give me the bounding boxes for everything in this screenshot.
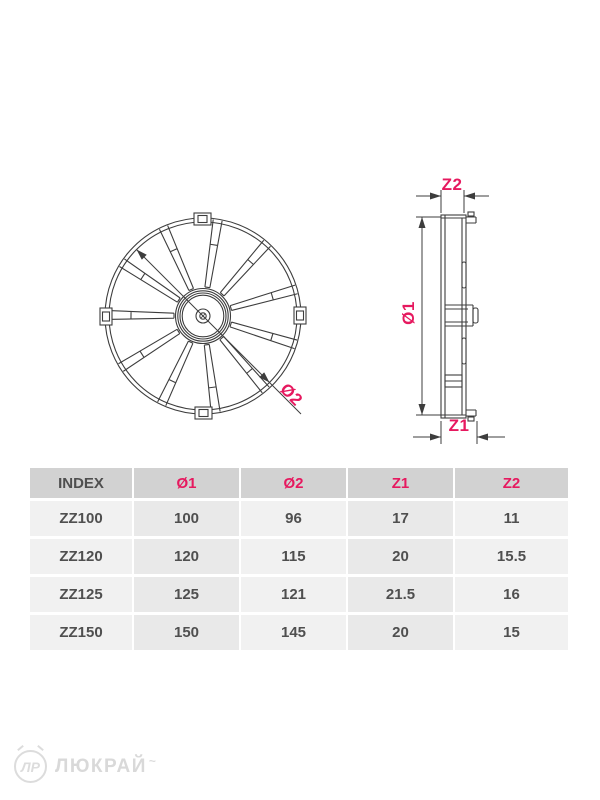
row-value-d1: 150 xyxy=(134,615,239,650)
row-value-z1: 17 xyxy=(348,501,453,536)
row-value-d2: 96 xyxy=(241,501,346,536)
col-header-z2: Z2 xyxy=(455,468,568,498)
row-index: ZZ150 xyxy=(30,615,132,650)
row-value-z1: 20 xyxy=(348,539,453,574)
brand-logo-icon xyxy=(14,750,47,783)
row-value-z1: 20 xyxy=(348,615,453,650)
row-value-d1: 120 xyxy=(134,539,239,574)
row-value-d1: 100 xyxy=(134,501,239,536)
dim-label-z2: Z2 xyxy=(441,175,463,194)
row-value-z2: 11 xyxy=(455,501,568,536)
brand-trademark: ~ xyxy=(148,753,156,768)
fan-side-view xyxy=(441,212,478,421)
row-index: ZZ120 xyxy=(30,539,132,574)
col-header-phi1: Ø1 xyxy=(134,468,239,498)
col-header-phi2: Ø2 xyxy=(241,468,346,498)
brand-watermark xyxy=(14,750,156,783)
dim-label-z1: Z1 xyxy=(448,416,470,435)
row-value-z1: 21.5 xyxy=(348,577,453,612)
technical-drawing xyxy=(0,150,600,460)
spec-table xyxy=(30,468,570,650)
row-index: ZZ100 xyxy=(30,501,132,536)
row-value-d2: 145 xyxy=(241,615,346,650)
brand-monogram: ЛР xyxy=(21,758,40,775)
dim-phi2-line xyxy=(137,250,302,415)
row-index: ZZ125 xyxy=(30,577,132,612)
dim-label-phi2: Ø2 xyxy=(276,379,307,410)
brand-name: ЛЮКРАЙ xyxy=(55,755,147,777)
row-value-d2: 121 xyxy=(241,577,346,612)
col-header-index: INDEX xyxy=(30,468,132,498)
col-header-z1: Z1 xyxy=(348,468,453,498)
row-value-z2: 15 xyxy=(455,615,568,650)
row-value-z2: 16 xyxy=(455,577,568,612)
row-value-d2: 115 xyxy=(241,539,346,574)
row-value-d1: 125 xyxy=(134,577,239,612)
fan-front-view xyxy=(100,213,306,419)
row-value-z2: 15.5 xyxy=(455,539,568,574)
dim-label-phi1: Ø1 xyxy=(399,301,418,325)
dim-phi1 xyxy=(416,217,441,415)
